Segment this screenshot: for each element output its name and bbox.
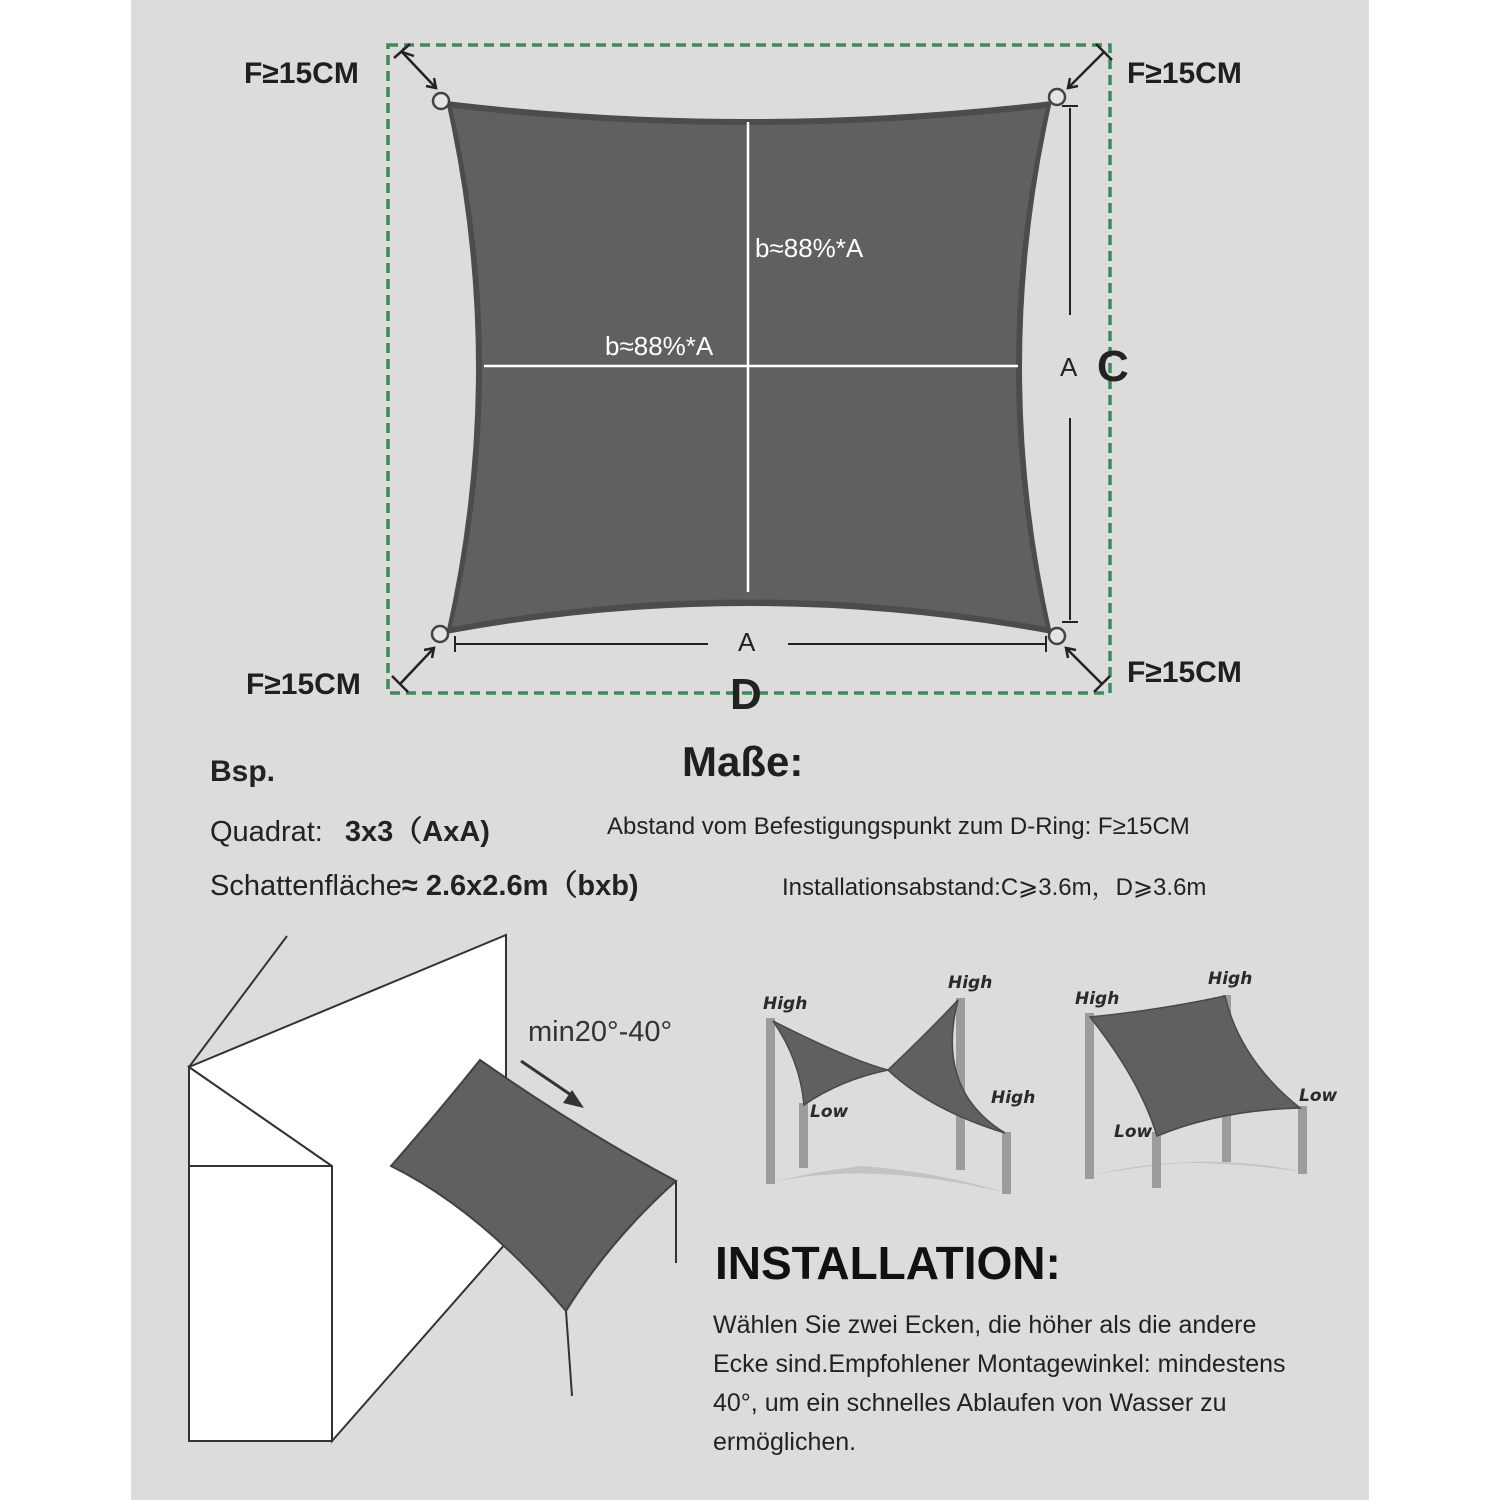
side-a-right-label: A: [1060, 352, 1078, 382]
example2-pole-4: [1298, 1106, 1307, 1174]
installation-text: [713, 1306, 1286, 1462]
inner-label-horizontal: b≈88%*A: [605, 331, 714, 361]
installation-text-line: Ecke sind.Empfohlener Montagewinkel: mindestens: [713, 1350, 1286, 1378]
example2-sail: [1090, 996, 1300, 1136]
example1-label-right: High: [991, 1088, 1036, 1108]
example1-label-bottom: Low: [810, 1102, 849, 1122]
corner-label-bottom-left: F≥15CM: [246, 668, 361, 701]
installation-text-line: Wählen Sie zwei Ecken, die höher als die andere: [713, 1311, 1257, 1339]
install-distance-text: Installationsabstand:C⩾3.6m，D⩾3.6m: [782, 874, 1207, 901]
example1-label-top-left: High: [763, 994, 808, 1014]
example2-label-right: Low: [1299, 1086, 1338, 1106]
corner-label-bottom-right: F≥15CM: [1127, 656, 1242, 689]
installation-heading: INSTALLATION:: [715, 1237, 1061, 1289]
specs-heading: Maße:: [682, 738, 804, 785]
example2-label-top-right: High: [1208, 969, 1253, 989]
example2-pole-1: [1085, 1013, 1094, 1179]
distance-text: Abstand vom Befestigungspunkt zum D-Ring: F≥15CM: [607, 813, 1190, 840]
installation-text-line: ermöglichen.: [713, 1428, 857, 1456]
corner-label-top-left: F≥15CM: [244, 57, 359, 90]
corner-label-top-right: F≥15CM: [1127, 57, 1242, 90]
inner-label-vertical: b≈88%*A: [755, 233, 864, 263]
side-a-bottom-label: A: [738, 627, 756, 657]
angle-label: min20°-40°: [528, 1016, 673, 1048]
quadrat-label: Quadrat:: [210, 816, 323, 848]
quadrat-value: 3x3（AxA): [344, 816, 490, 848]
shade-value: ≈ 2.6x2.6m（bxb): [401, 870, 639, 902]
example2-ground-shadow: [1092, 1162, 1305, 1175]
installation-text-line: 40°, um ein schnelles Ablaufen von Wasser zu: [713, 1389, 1227, 1417]
example2-label-bottom: Low: [1114, 1122, 1153, 1142]
label-d: D: [730, 670, 762, 719]
label-c: C: [1097, 342, 1129, 391]
example-label: Bsp.: [210, 755, 276, 788]
example2-pole-3: [1152, 1132, 1161, 1188]
example2-label-top-left: High: [1075, 989, 1120, 1009]
shade-label: Schattenfläche: [210, 870, 402, 902]
example1-label-top-right: High: [948, 973, 993, 993]
